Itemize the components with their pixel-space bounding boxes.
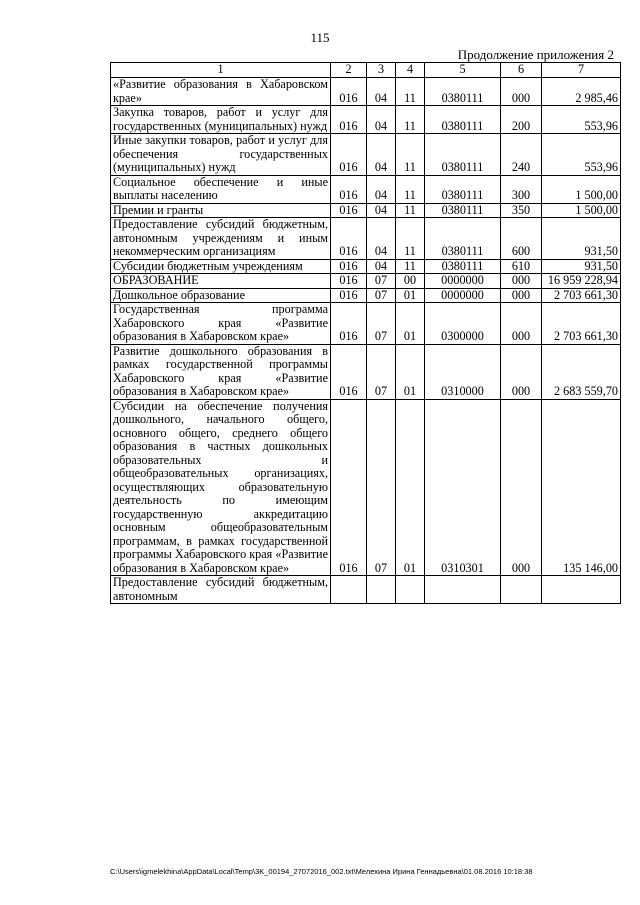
target-article-cell: [425, 576, 501, 604]
expense-type-cell: 240: [501, 134, 542, 176]
target-article-cell: 0380111: [425, 218, 501, 260]
expense-type-cell: 000: [501, 78, 542, 106]
target-article-cell: 0380111: [425, 175, 501, 203]
admin-code-cell: 016: [331, 78, 367, 106]
subsection-code-cell: 01: [396, 288, 425, 303]
section-code-cell: 07: [367, 344, 396, 399]
table-row: [111, 175, 621, 203]
admin-code-cell: 016: [331, 203, 367, 218]
amount-cell: 931,50: [542, 259, 621, 274]
amount-cell: 1 500,00: [542, 175, 621, 203]
row-name-cell: Субсидии бюджетным учреждениям: [111, 259, 331, 274]
subsection-code-cell: 11: [396, 78, 425, 106]
row-name-cell: Предоставление субсидий бюджетным, автономным учреждениям и иным некоммерческим организациям: [111, 218, 331, 260]
admin-code-cell: 016: [331, 274, 367, 289]
amount-cell: 2 985,46: [542, 78, 621, 106]
table-row: [111, 288, 621, 303]
column-header: 5: [425, 63, 501, 78]
table-row: [111, 134, 621, 176]
target-article-cell: 0300000: [425, 303, 501, 345]
table-header-row: [111, 63, 621, 78]
subsection-code-cell: 11: [396, 134, 425, 176]
amount-cell: 2 703 661,30: [542, 303, 621, 345]
subsection-code-cell: 11: [396, 259, 425, 274]
amount-cell: 2 683 559,70: [542, 344, 621, 399]
row-name-cell: Премии и гранты: [111, 203, 331, 218]
expense-type-cell: 350: [501, 203, 542, 218]
table-row: [111, 399, 621, 576]
subsection-code-cell: 11: [396, 218, 425, 260]
subsection-code-cell: 11: [396, 106, 425, 134]
section-code-cell: 04: [367, 259, 396, 274]
section-code-cell: 07: [367, 288, 396, 303]
row-name-cell: Социальное обеспечение и иные выплаты населению: [111, 175, 331, 203]
appendix-continuation-label: Продолжение приложения 2: [457, 47, 614, 62]
column-header: 2: [331, 63, 367, 78]
target-article-cell: 0310301: [425, 399, 501, 576]
column-header: 6: [501, 63, 542, 78]
section-code-cell: 04: [367, 106, 396, 134]
row-name-cell: Предоставление субсидий бюджетным, автономным: [111, 576, 331, 604]
subsection-code-cell: 01: [396, 303, 425, 345]
target-article-cell: 0380111: [425, 203, 501, 218]
admin-code-cell: 016: [331, 259, 367, 274]
budget-table: [110, 62, 621, 604]
target-article-cell: 0000000: [425, 274, 501, 289]
table-row: [111, 303, 621, 345]
page-number: 115: [310, 30, 330, 45]
table-row: [111, 203, 621, 218]
section-code-cell: 04: [367, 203, 396, 218]
subsection-code-cell: 11: [396, 175, 425, 203]
admin-code-cell: 016: [331, 303, 367, 345]
row-name-cell: Закупка товаров, работ и услуг для государственных (муниципальных) нужд: [111, 106, 331, 134]
row-name-cell: Развитие дошкольного образования в рамках государственной программы Хабаровского края «Развитие образования в Хабаровском крае»: [111, 344, 331, 399]
expense-type-cell: 610: [501, 259, 542, 274]
expense-type-cell: 300: [501, 175, 542, 203]
admin-code-cell: 016: [331, 288, 367, 303]
row-name-cell: Субсидии на обеспечение получения дошкольного, начального общего, основного общего, среднего общего образования в частных дошкольных образовательных и общеобразовательных организациях, осуществляющих образовательную деятельность по имеющим государственную аккредитацию основным общеобразовательным программам, в рамках государственной программы Хабаровского края «Развитие образования в Хабаровском крае»: [111, 399, 331, 576]
admin-code-cell: [331, 576, 367, 604]
expense-type-cell: 000: [501, 288, 542, 303]
section-code-cell: 04: [367, 134, 396, 176]
column-header: 1: [111, 63, 331, 78]
subsection-code-cell: 00: [396, 274, 425, 289]
section-code-cell: 04: [367, 78, 396, 106]
amount-cell: 553,96: [542, 134, 621, 176]
target-article-cell: 0000000: [425, 288, 501, 303]
target-article-cell: 0380111: [425, 106, 501, 134]
table-row: [111, 218, 621, 260]
table-row: [111, 106, 621, 134]
expense-type-cell: 200: [501, 106, 542, 134]
subsection-code-cell: 01: [396, 344, 425, 399]
admin-code-cell: 016: [331, 175, 367, 203]
table-row: [111, 576, 621, 604]
expense-type-cell: 600: [501, 218, 542, 260]
table-row: [111, 259, 621, 274]
row-name-cell: Дошкольное образование: [111, 288, 331, 303]
table-row: [111, 274, 621, 289]
section-code-cell: 07: [367, 399, 396, 576]
amount-cell: 135 146,00: [542, 399, 621, 576]
column-header: 4: [396, 63, 425, 78]
amount-cell: 16 959 228,94: [542, 274, 621, 289]
amount-cell: 2 703 661,30: [542, 288, 621, 303]
amount-cell: 1 500,00: [542, 203, 621, 218]
table-row: [111, 78, 621, 106]
amount-cell: [542, 576, 621, 604]
row-name-cell: Иные закупки товаров, работ и услуг для обеспечения государственных (муниципальных) нужд: [111, 134, 331, 176]
target-article-cell: 0380111: [425, 259, 501, 274]
column-header: 3: [367, 63, 396, 78]
expense-type-cell: 000: [501, 303, 542, 345]
subsection-code-cell: 01: [396, 399, 425, 576]
expense-type-cell: 000: [501, 274, 542, 289]
expense-type-cell: [501, 576, 542, 604]
admin-code-cell: 016: [331, 218, 367, 260]
amount-cell: 553,96: [542, 106, 621, 134]
row-name-cell: «Развитие образования в Хабаровском крае»: [111, 78, 331, 106]
section-code-cell: 07: [367, 274, 396, 289]
subsection-code-cell: 11: [396, 203, 425, 218]
section-code-cell: 04: [367, 218, 396, 260]
target-article-cell: 0380111: [425, 78, 501, 106]
admin-code-cell: 016: [331, 134, 367, 176]
section-code-cell: 04: [367, 175, 396, 203]
row-name-cell: ОБРАЗОВАНИЕ: [111, 274, 331, 289]
file-path-footer: C:\Users\igmelekhina\AppData\Local\Temp\3K_00194_27072016_002.txt\Мелехина Ирина Геннадьевна\01.08.2016 10:18:38: [110, 867, 533, 876]
amount-cell: 931,50: [542, 218, 621, 260]
target-article-cell: 0380111: [425, 134, 501, 176]
column-header: 7: [542, 63, 621, 78]
admin-code-cell: 016: [331, 106, 367, 134]
row-name-cell: Государственная программа Хабаровского края «Развитие образования в Хабаровском крае»: [111, 303, 331, 345]
expense-type-cell: 000: [501, 344, 542, 399]
target-article-cell: 0310000: [425, 344, 501, 399]
section-code-cell: [367, 576, 396, 604]
section-code-cell: 07: [367, 303, 396, 345]
table-row: [111, 344, 621, 399]
admin-code-cell: 016: [331, 344, 367, 399]
subsection-code-cell: [396, 576, 425, 604]
admin-code-cell: 016: [331, 399, 367, 576]
expense-type-cell: 000: [501, 399, 542, 576]
